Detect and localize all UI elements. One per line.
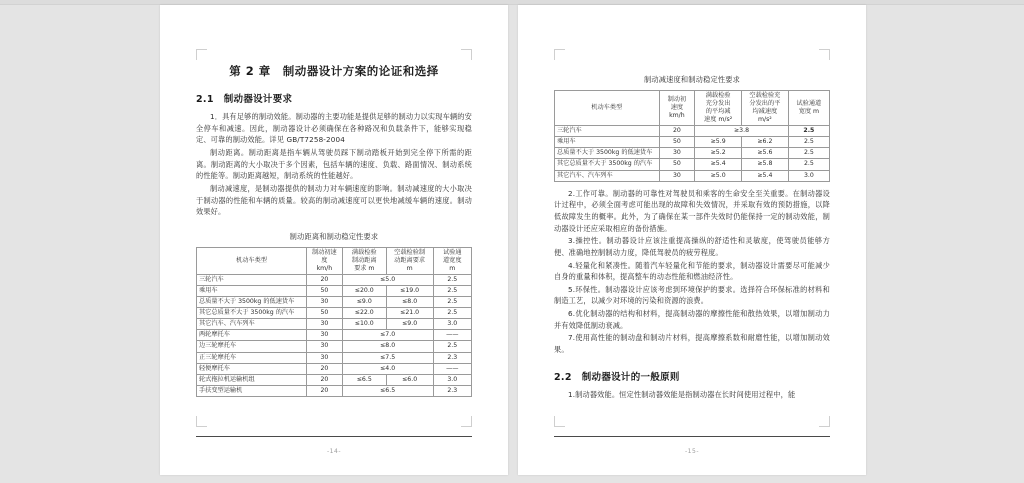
table-row: [197, 330, 472, 341]
header-cell-vehicle-type: 机动车类型: [555, 91, 660, 126]
table-row: [197, 319, 472, 330]
table-row: [197, 385, 472, 396]
cell-vehicle-type: 正三轮摩托车: [197, 352, 307, 363]
paragraph: 1.制动器效能。恒定性制动器效能是指制动器在长时间使用过程中，能: [568, 389, 796, 399]
table-row: [197, 297, 472, 308]
section-title: 制动器设计的一般原则: [581, 371, 680, 383]
braking-distance-table-body: [197, 275, 472, 397]
cell-initial-speed: 30: [307, 319, 343, 330]
cell-vehicle-type: 手扶变型运输机: [197, 385, 307, 396]
cell-vehicle-type: 乘用车: [197, 286, 307, 297]
cell-lane-width: 3.0: [433, 374, 472, 385]
table-row: [197, 374, 472, 385]
cell-initial-speed: 20: [307, 363, 343, 374]
paragraph: 2.工作可靠。制动器的可靠性对驾驶员和乘客的生命安全至关重要。在制动器设计过程中，必须全面考虑可能出现的故障和失效情况，并采取有效的预防措施，以降低故障发生的概率。此外，为了确保在某一部件失效时仍能保持一定的制动效能，制动器设计还应采取相应的备份措施。: [554, 188, 830, 233]
cell-initial-speed: 50: [307, 286, 343, 297]
paragraph: 4.轻量化和紧凑性。随着汽车轻量化和节能的要求，制动器设计需要尽可能减少自身的重量和体积，提高整车的动态性能和燃油经济性。: [554, 260, 830, 282]
cell-vehicle-type: 其它总质量不大于 3500kg 的汽车: [197, 308, 307, 319]
cell-lane-width: 2.5: [788, 126, 829, 137]
table-row: [197, 308, 472, 319]
header-cell-lane-width: 试验通 道宽度 m: [433, 247, 472, 274]
cell-unladen-value: ≥5.8: [742, 159, 789, 170]
cell-laden-value: ≤9.0: [342, 297, 386, 308]
table-row: [555, 170, 830, 181]
section-number: 2.1: [196, 94, 214, 105]
cell-laden-value: ≤20.0: [342, 286, 386, 297]
cell-unladen-value: ≤21.0: [386, 308, 433, 319]
cell-laden-value: ≥5.2: [695, 148, 742, 159]
cell-vehicle-type: 其它总质量不大于 3500kg 的汽车: [555, 159, 660, 170]
cell-vehicle-type: 乘用车: [555, 137, 660, 148]
header-cell-vehicle-type: 机动车类型: [197, 247, 307, 274]
table-row: [555, 137, 830, 148]
cell-lane-width: 2.3: [433, 385, 472, 396]
cell-initial-speed: 50: [307, 308, 343, 319]
cell-vehicle-type: 三轮汽车: [197, 275, 307, 286]
table-row: [197, 275, 472, 286]
paragraph: 3.操控性。制动器设计应该注重提高操纵的舒适性和灵敏度，使驾驶员能够方便、准确地控制制动力度，降低驾驶员的疲劳程度。: [554, 236, 830, 257]
table-row: [197, 341, 472, 352]
cell-lane-width: 2.5: [433, 308, 472, 319]
table-row: [555, 126, 830, 137]
cell-merged-value: ≤6.5: [342, 385, 433, 396]
cell-lane-width: ——: [433, 363, 472, 374]
cell-lane-width: 2.5: [433, 275, 472, 286]
cell-lane-width: ——: [433, 330, 472, 341]
document-page-right: [518, 5, 866, 475]
cell-vehicle-type: 两轮摩托车: [197, 330, 307, 341]
section-heading-2-2: [554, 369, 830, 383]
cell-merged-value: ≥3.8: [695, 126, 789, 137]
paragraph: 5.环保性。制动器设计应该考虑到环境保护的要求。选择符合环保标准的材料和制造工艺，以减少对环境的污染和资源的浪费。: [554, 284, 830, 306]
header-cell-initial-speed: 制动初 速度 km/h: [659, 91, 695, 126]
cell-merged-value: ≤4.0: [342, 363, 433, 374]
cell-unladen-value: ≤8.0: [386, 297, 433, 308]
cell-unladen-value: ≥5.4: [742, 170, 789, 181]
cell-vehicle-type: 轮式拖拉机运输机组: [197, 374, 307, 385]
table-row: [555, 148, 830, 159]
cell-unladen-value: ≤6.0: [386, 374, 433, 385]
cell-laden-value: ≥5.4: [695, 159, 742, 170]
cell-vehicle-type: 边三轮摩托车: [197, 341, 307, 352]
table-row: [555, 159, 830, 170]
cell-initial-speed: 20: [307, 275, 343, 286]
cell-unladen-value: ≤19.0: [386, 286, 433, 297]
cell-vehicle-type: 轻便摩托车: [197, 363, 307, 374]
cell-lane-width: 2.5: [433, 286, 472, 297]
cell-initial-speed: 50: [659, 137, 695, 148]
footer-rule-left: [196, 436, 472, 437]
cell-vehicle-type: 总质量不大于 3500kg 的低速货车: [555, 148, 660, 159]
cell-lane-width: 2.5: [788, 148, 829, 159]
cell-vehicle-type: 其它汽车、汽车列车: [555, 170, 660, 181]
cell-merged-value: ≤7.5: [342, 352, 433, 363]
cell-initial-speed: 20: [307, 374, 343, 385]
cell-lane-width: 2.5: [433, 297, 472, 308]
paragraph: 6.优化制动器的结构和材料，提高制动器的摩擦性能和散热效果，以增加制动力并有效降低制动衰减。: [554, 309, 830, 330]
cell-merged-value: ≤5.0: [342, 275, 433, 286]
cell-initial-speed: 20: [659, 126, 695, 137]
cell-vehicle-type: 其它汽车、汽车列车: [197, 319, 307, 330]
cell-initial-speed: 30: [307, 352, 343, 363]
cell-unladen-value: ≥6.2: [742, 137, 789, 148]
cell-laden-value: ≥5.0: [695, 170, 742, 181]
table-row: [197, 363, 472, 374]
cell-initial-speed: 30: [659, 148, 695, 159]
cell-initial-speed: 30: [307, 330, 343, 341]
header-cell-lane-width: 试验通道 宽度 m: [788, 91, 829, 126]
braking-distance-table: [196, 247, 472, 397]
cell-initial-speed: 30: [659, 170, 695, 181]
header-cell-laden-deceleration: 满载检验 充分发出 的平均减 速度 m/s²: [695, 91, 742, 126]
cell-merged-value: ≤8.0: [342, 341, 433, 352]
page-number-right: -15-: [685, 448, 699, 455]
cell-laden-value: ≤10.0: [342, 319, 386, 330]
section-number: 2.2: [554, 371, 572, 383]
table-row: [197, 286, 472, 297]
cell-initial-speed: 30: [307, 297, 343, 308]
table-header-row: [555, 91, 830, 126]
viewer-top-bar: [0, 0, 1024, 5]
cell-lane-width: 3.0: [433, 319, 472, 330]
cell-initial-speed: 30: [307, 341, 343, 352]
table-caption-left: 制动距离和制动稳定性要求: [289, 231, 379, 241]
cell-lane-width: 2.3: [433, 352, 472, 363]
paragraph: 7.使用高性能的制动盘和制动片材料，提高摩擦系数和耐磨性能，以增加制动效果。: [554, 333, 830, 355]
cell-unladen-value: ≤9.0: [386, 319, 433, 330]
cell-laden-value: ≤22.0: [342, 308, 386, 319]
paragraph: 制动减速度，是制动器提供的制动力对车辆速度的影响。制动减速度的大小取决于制动器的性能和车辆的质量。较高的制动减速度可以更快地减缓车辆的速度。制动效果好。: [196, 183, 472, 217]
paragraph: 制动距离。制动距离是指车辆从驾驶员踩下制动踏板开始到完全停下所需的距离。制动距离的大小取决于多个因素，包括车辆的速度、负载、路面情况、制动系统的性能等。制动距离越短，制动系统的性能越好。: [196, 147, 472, 181]
table-header-row: [197, 247, 472, 274]
page-right-content: [554, 49, 830, 427]
section-title: 制动器设计要求: [223, 94, 293, 105]
cell-lane-width: 2.5: [433, 341, 472, 352]
cell-lane-width: 2.5: [788, 159, 829, 170]
header-cell-laden-distance: 满载检验 制动距离 要求 m: [342, 247, 386, 274]
document-page-left: [160, 5, 508, 475]
header-cell-initial-speed: 制动初速 度 km/h: [307, 247, 343, 274]
paragraph: 1．具有足够的制动效能。制动器的主要功能是提供足够的制动力以实现车辆的安全停车和减速。因此，制动器设计必须确保在各种路况和负载条件下，能够实现稳定、可靠的制动效能。详见 GB/T7258-2004: [196, 112, 472, 145]
page-left-content: [196, 49, 472, 427]
braking-deceleration-table-body: [555, 126, 830, 181]
page-number-left: -14-: [327, 448, 341, 455]
cell-lane-width: 2.5: [788, 137, 829, 148]
cell-lane-width: 3.0: [788, 170, 829, 181]
section-heading-2-1: [196, 91, 472, 105]
cell-vehicle-type: 总质量不大于 3500kg 的低速货车: [197, 297, 307, 308]
table-row: [197, 352, 472, 363]
cell-initial-speed: 50: [659, 159, 695, 170]
footer-rule-right: [554, 436, 830, 437]
chapter-title: 第 2 章 制动器设计方案的论证和选择: [229, 64, 439, 78]
cell-laden-value: ≤6.5: [342, 374, 386, 385]
cell-vehicle-type: 三轮汽车: [555, 126, 660, 137]
cell-merged-value: ≤7.0: [342, 330, 433, 341]
header-cell-unladen-deceleration: 空载检验充 分发出的平 均减速度 m/s²: [742, 91, 789, 126]
table-caption-right: 制动减速度和制动稳定性要求: [643, 75, 741, 84]
header-cell-unladen-distance: 空载检验制 动距离要求 m: [386, 247, 433, 274]
cell-unladen-value: ≥5.6: [742, 148, 789, 159]
cell-laden-value: ≥5.9: [695, 137, 742, 148]
cell-initial-speed: 20: [307, 385, 343, 396]
braking-deceleration-table: [554, 90, 830, 182]
